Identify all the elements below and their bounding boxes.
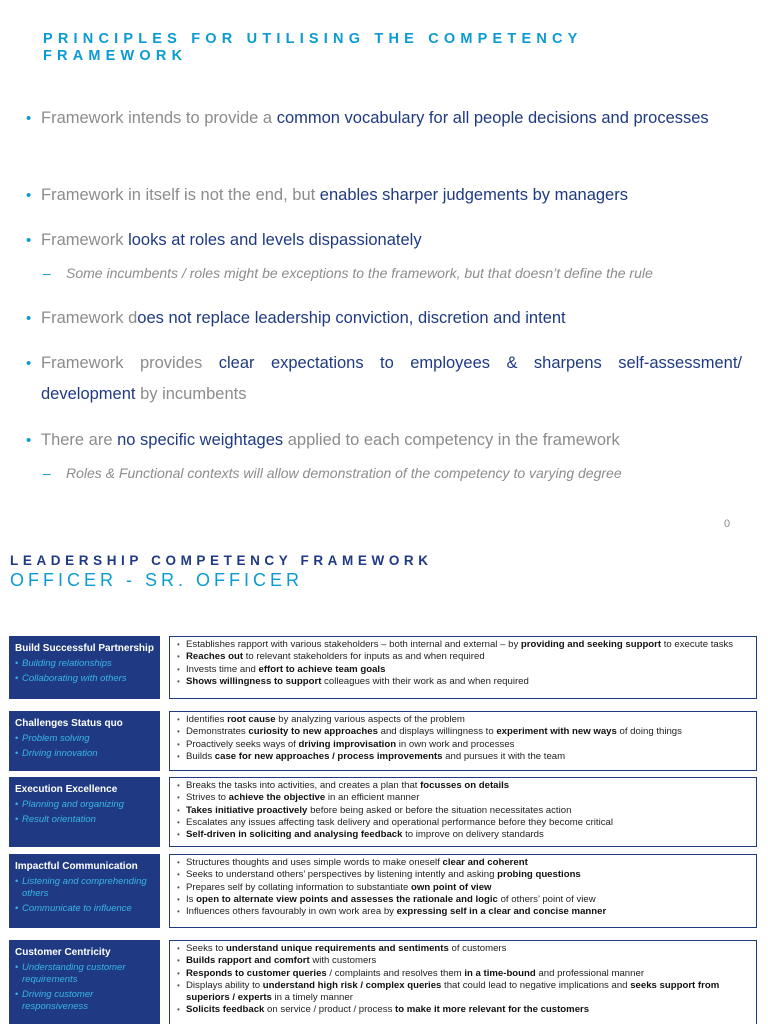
behaviour-point: • Establishes rapport with various stakeholders – both internal and external – by providing and seeking support to execute tasks [176,639,750,651]
competency-label [9,854,160,928]
bullet-text: There are [41,431,118,449]
competency-label [9,711,160,771]
behaviour-point: • Breaks the tasks into activities, and creates a plan that focusses on details [176,780,750,792]
sub-bullet-text: Roles & Functional contexts will allow demonstration of the competency to varying degree [66,465,622,481]
competency-row [9,940,757,1024]
bullet-highlight: common vocabulary for all people decisions and processes [276,109,709,127]
behaviour-point: • Is open to alternate view points and assesses the rationale and logic of others’ point of view [176,894,750,906]
behaviour-point: • Structures thoughts and uses simple words to make oneself clear and coherent [176,857,750,869]
framework-title: LEADERSHIP COMPETENCY FRAMEWORK [10,553,433,568]
competency-label [9,636,160,699]
behaviour-point: • Builds case for new approaches / process improvements and pursues it with the team [176,751,750,763]
slide-title: PRINCIPLES FOR UTILISING THE COMPETENCY FRAMEWORK [43,31,583,64]
competency-row [9,636,757,699]
behaviour-point: • Responds to customer queries / complaints and resolves them in a time-bound and professional manner [176,968,750,980]
competency-name: Impactful Communication [15,861,138,872]
competency-label [9,777,160,847]
competency-subitem: • Planning and organizing [15,799,154,811]
behaviour-point: • Builds rapport and comfort with customers [176,955,750,967]
competency-subitem: • Listening and comprehending others [15,876,154,900]
principle-bullet [24,425,742,456]
page-number: 0 [724,518,731,530]
competency-subitem: • Driving customer responsiveness [15,989,154,1013]
competency-name: Customer Centricity [15,947,111,958]
behaviour-point: • Escalates any issues affecting task delivery and operational performance before they become critical [176,817,750,829]
principle-bullet [24,103,742,134]
competency-name: Build Successful Partnership [15,643,154,654]
behaviour-point: • Reaches out to relevant stakeholders for inputs as and when required [176,651,750,663]
competency-subitem: • Communicate to influence [15,903,154,915]
principle-bullet [24,303,742,334]
bullet-text: Framework d [41,309,138,327]
behaviour-box [169,940,757,1024]
behaviour-point: • Identifies root cause by analyzing various aspects of the problem [176,714,750,726]
sub-bullet [24,263,742,283]
principle-bullet [24,180,742,211]
competency-name: Challenges Status quo [15,718,123,729]
behaviour-point: • Self-driven in soliciting and analysing feedback to improve on delivery standards [176,829,750,841]
behaviour-point: • Demonstrates curiosity to new approaches and displays willingness to experiment with new ways of doing things [176,726,750,738]
bullet-text: Framework provides [41,354,219,372]
behaviour-box [169,636,757,699]
behaviour-box [169,854,757,928]
principle-bullet [24,225,742,256]
competency-subitem: • Result orientation [15,814,154,826]
sub-bullet [24,463,742,483]
competency-subitem: • Collaborating with others [15,673,154,685]
behaviour-point: • Strives to achieve the objective in an efficient manner [176,792,750,804]
behaviour-box [169,711,757,771]
behaviour-point: • Proactively seeks ways of driving improvisation in own work and processes [176,739,750,751]
competency-row [9,777,757,847]
behaviour-point: • Invests time and effort to achieve team goals [176,664,750,676]
bullet-text: Framework in itself is not the end, but [41,186,320,204]
bullet-highlight: enables sharper judgements by managers [319,186,628,204]
competency-row [9,711,757,771]
behaviour-point: • Influences others favourably in own work area by expressing self in a clear and concise manner [176,906,750,918]
behaviour-point: • Solicits feedback on service / product / process to make it more relevant for the customers [176,1004,750,1016]
competency-subitem: • Driving innovation [15,748,154,760]
competency-label [9,940,160,1024]
competency-subitem: • Understanding customer requirements [15,962,154,986]
competency-subitem: • Problem solving [15,733,154,745]
behaviour-point: • Seeks to understand unique requirements and sentiments of customers [176,943,750,955]
competency-name: Execution Excellence [15,784,118,795]
bullet-highlight: no specific weightages [117,431,284,449]
sub-bullet-text: Some incumbents / roles might be exceptions to the framework, but that doesn’t define the rule [66,265,653,281]
framework-subtitle: OFFICER - SR. OFFICER [10,570,303,590]
bullet-text: Framework [41,231,129,249]
behaviour-point: • Prepares self by collating information to substantiate own point of view [176,882,750,894]
principle-bullet [24,348,742,410]
bullet-text: Framework intends to provide a [41,109,277,127]
bullet-text: by incumbents [135,385,247,403]
bullet-highlight: oes not replace leadership conviction, discretion and intent [137,309,566,327]
behaviour-point: • Displays ability to understand high risk / complex queries that could lead to negative implications and seeks support from superiors / experts in a timely manner [176,980,750,1005]
behaviour-point: • Seeks to understand others’ perspectives by listening intently and asking probing questions [176,869,750,881]
behaviour-box [169,777,757,847]
behaviour-point: • Shows willingness to support colleagues with their work as and when required [176,676,750,688]
competency-subitem: • Building relationships [15,658,154,670]
bullet-highlight: clear expectations to employees & sharpens self-assessment/ development [41,354,742,403]
bullet-text: applied to each competency in the framework [283,431,620,449]
competency-row [9,854,757,928]
bullet-highlight: looks at roles and levels dispassionately [128,231,422,249]
behaviour-point: • Takes initiative proactively before being asked or before the situation necessitates action [176,805,750,817]
